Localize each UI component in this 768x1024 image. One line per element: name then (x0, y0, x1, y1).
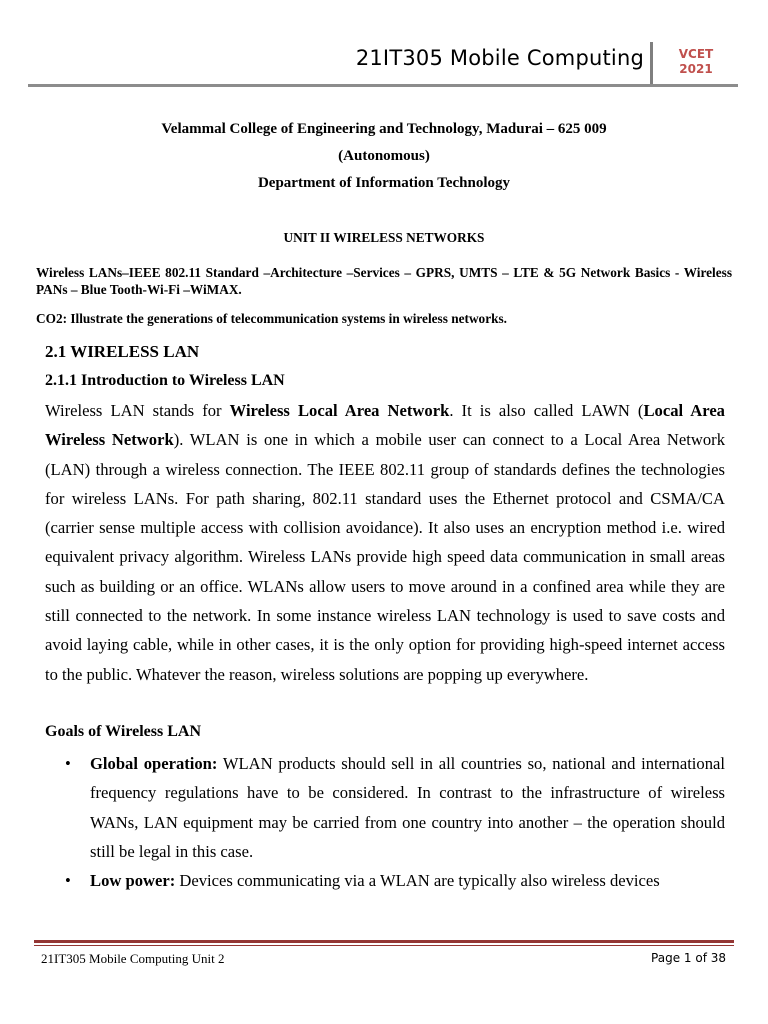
para-text-2: . It is also called LAWN ( (449, 401, 644, 420)
list-item (45, 749, 725, 866)
para-text-1: Wireless LAN stands for (45, 401, 230, 420)
list-item (45, 866, 725, 895)
footer-page-number: Page 1 of 38 (651, 951, 726, 965)
header-rule (28, 84, 738, 87)
subsection-heading: 2.1.1 Introduction to Wireless LAN (45, 372, 285, 389)
header-badge-line2: 2021 (679, 62, 713, 76)
footer-rule-thin (34, 945, 734, 946)
header-title: 21IT305 Mobile Computing (355, 46, 644, 70)
bullet-icon: • (65, 871, 71, 891)
para-text-3: ). WLAN is one in which a mobile user can connect to a Local Area Network (LAN) through a wireless connection. The IEEE 802.11 group of standards defines the technologies for wireless LANs. For path sharing, 802.11 standard uses the Ethernet protocol and CSMA/CA (carrier sense multiple access with collision avoidance). It also uses an encryption method i.e. wired equivalent privacy algorithm. Wireless LANs provide high speed data communication in small areas such as building or an office. WLANs allow users to move around in a confined area while they are still connected to the network. In some instance wireless LAN technology is used to save costs and avoid laying cable, while in other cases, it is the only option for providing high-speed internet access to the public. Whatever the reason, wireless solutions are popping up everywhere. (45, 430, 725, 684)
section-heading: 2.1 WIRELESS LAN (45, 342, 200, 361)
department-name: Department of Information Technology (257, 175, 511, 191)
goals-list (45, 749, 725, 895)
header-divider (650, 42, 653, 86)
footer-rule-thick (34, 940, 734, 943)
unit-title: UNIT II WIRELESS NETWORKS (283, 230, 485, 245)
unit-topics: Wireless LANs–IEEE 802.11 Standard –Architecture –Services – GPRS, UMTS – LTE & 5G Network Basics - Wireless PANs – Blue Tooth-Wi-Fi –WiMAX. (36, 265, 732, 297)
goal-title: Global operation: (90, 754, 218, 773)
goals-heading: Goals of Wireless LAN (45, 723, 202, 740)
goal-title: Low power: (90, 871, 176, 891)
header-badge (660, 47, 732, 77)
bullet-icon: • (65, 754, 71, 773)
footer-course: 21IT305 Mobile Computing Unit 2 (41, 951, 225, 966)
goal-text: Devices communicating via a WLAN are typically also wireless devices (175, 871, 660, 891)
intro-paragraph (45, 396, 725, 689)
para-bold-wlan: Wireless Local Area Network (229, 401, 450, 420)
institution-status: (Autonomous) (338, 148, 430, 164)
goal-text: WLAN products should sell in all countries so, national and international frequency regulations have to be considered. In contrast to the infrastructure of wireless WANs, LAN equipment may be carried from one country into another – the operation should still be legal in this case. (90, 754, 725, 861)
header-badge-line1: VCET (678, 47, 714, 61)
para-bold-lawn: Local Area Wireless Network (45, 401, 725, 450)
institution-name: Velammal College of Engineering and Technology, Madurai – 625 009 (161, 121, 607, 137)
course-outcome: CO2: Illustrate the generations of telecommunication systems in wireless networks. (36, 311, 507, 326)
